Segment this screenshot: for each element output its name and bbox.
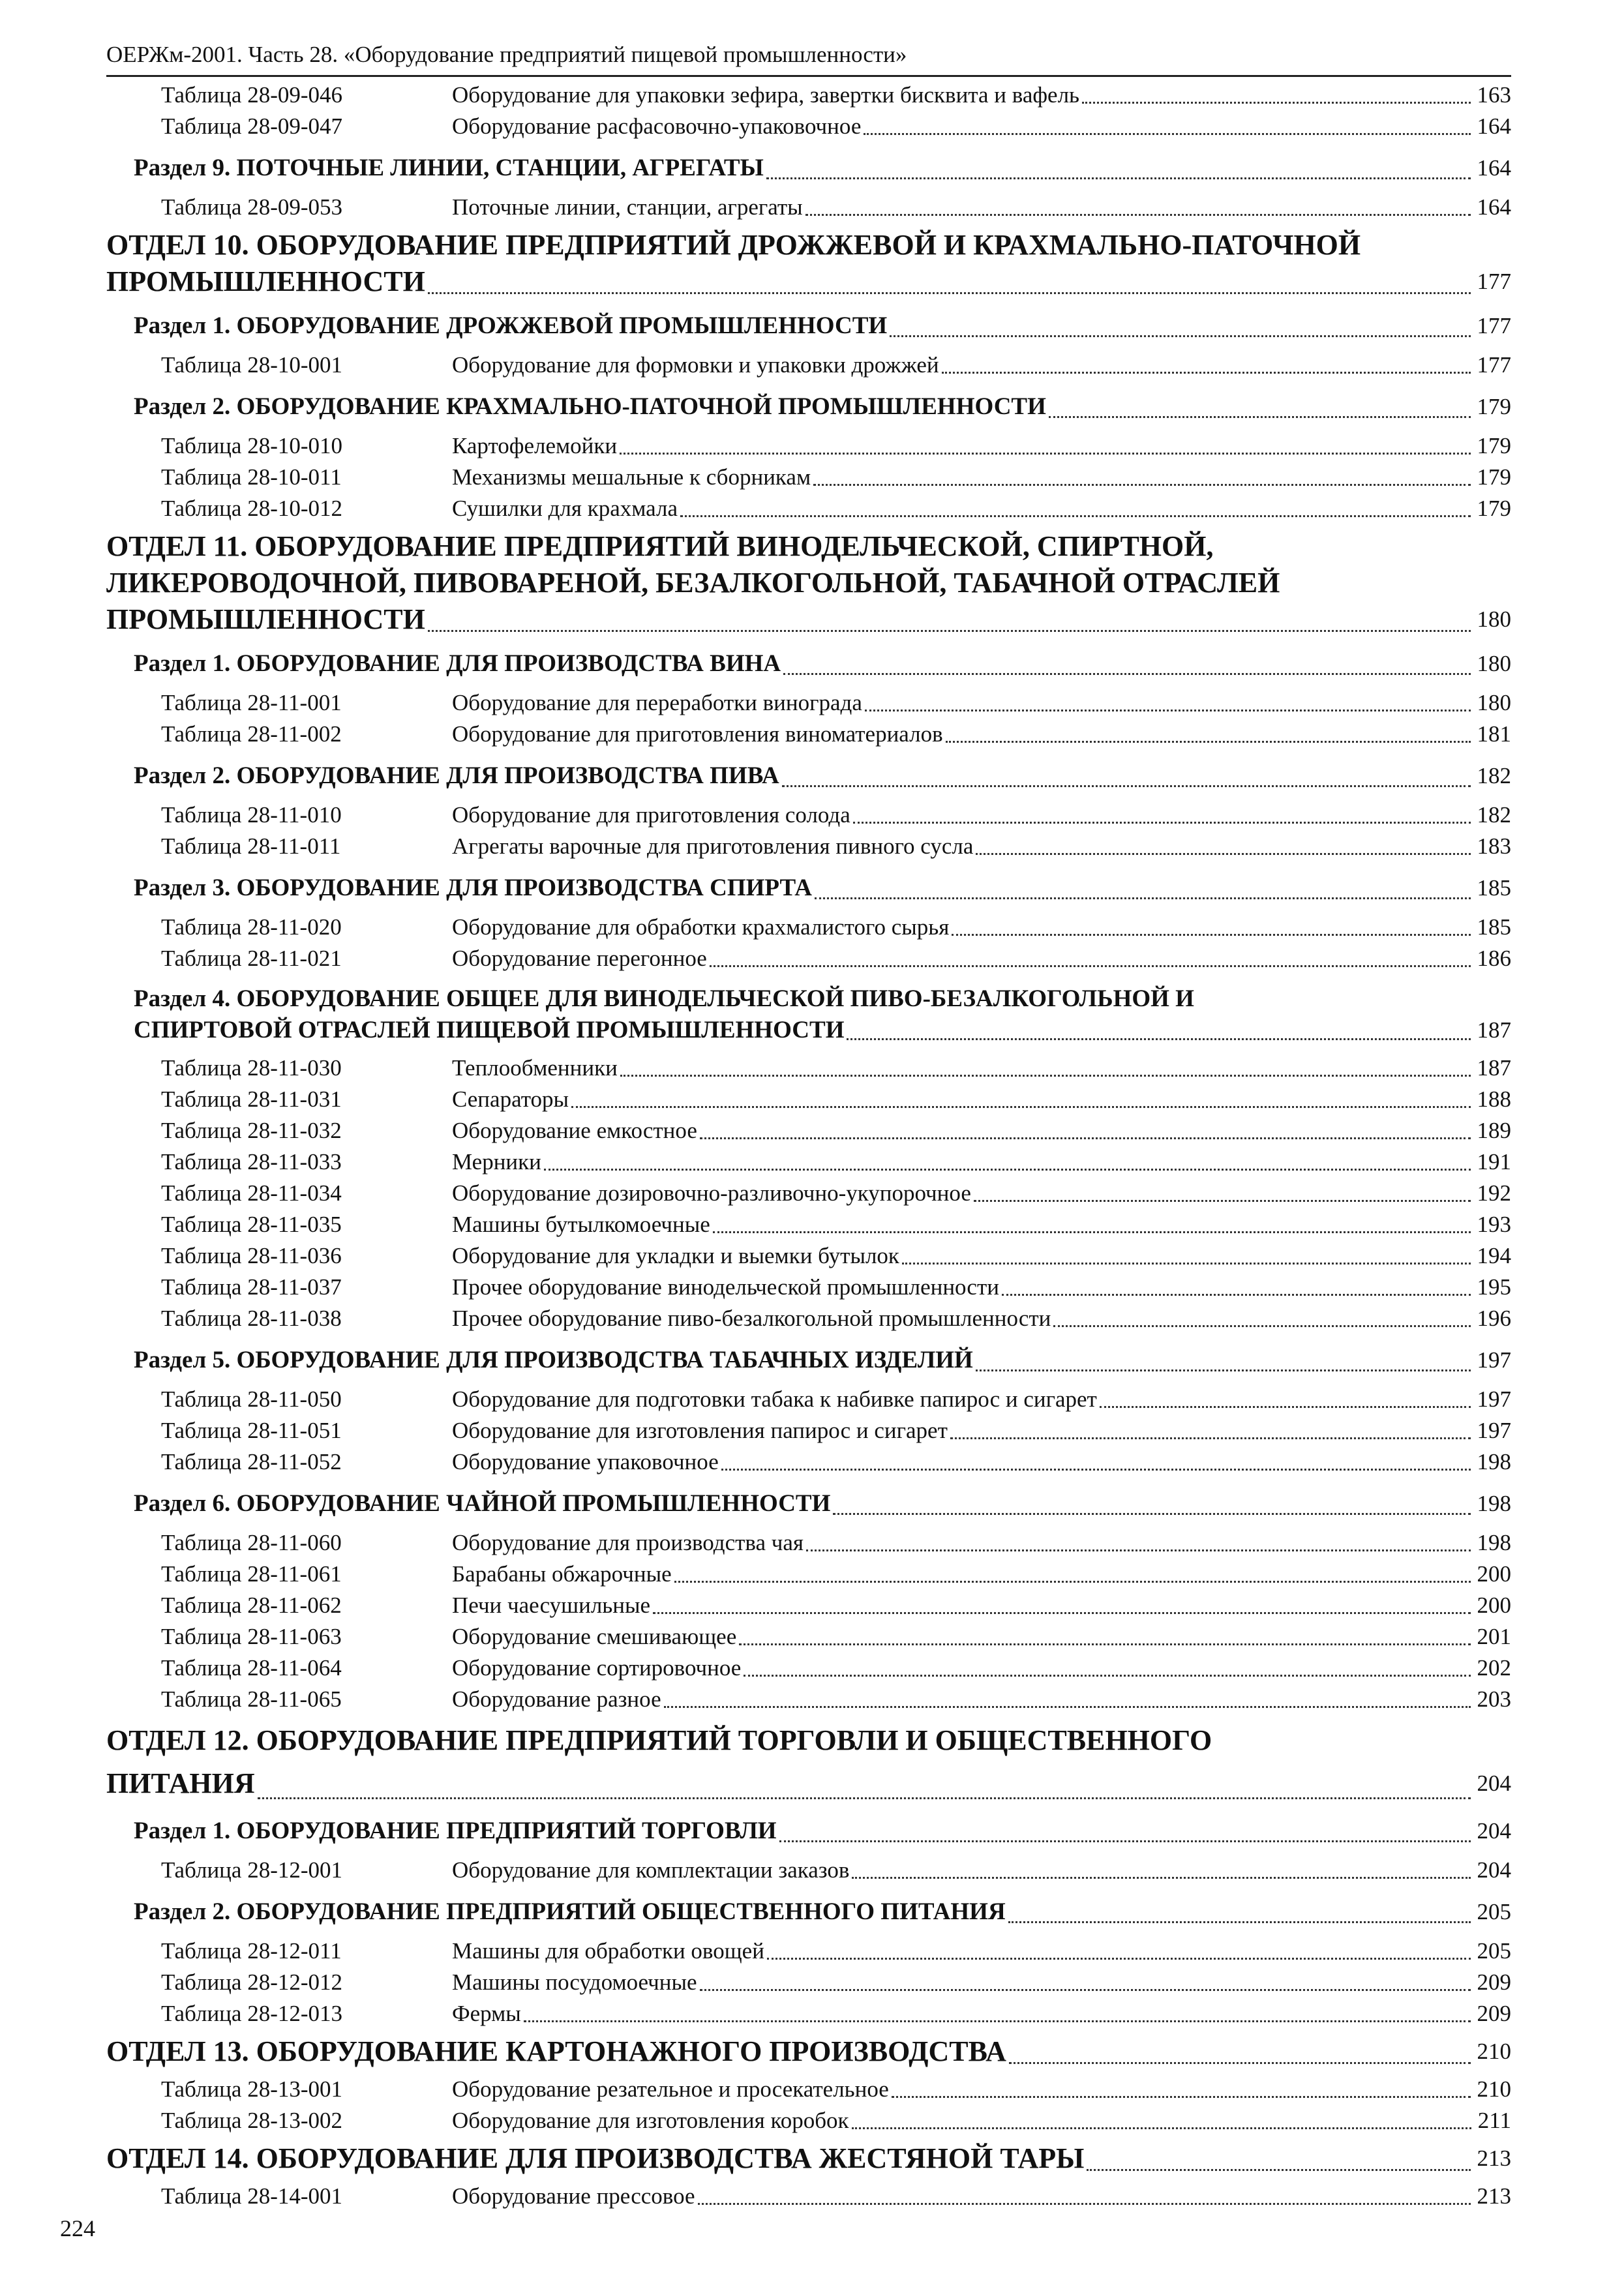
table-title: Прочее оборудование винодельческой промышленности — [452, 1274, 999, 1300]
table-code: Таблица 28-11-021 — [161, 946, 342, 971]
table-code: Таблица 28-10-010 — [161, 433, 343, 458]
dot-leader — [890, 335, 1470, 337]
table-title: Оборудование сортировочное — [452, 1655, 742, 1681]
table-code: Таблица 28-11-001 — [161, 690, 342, 715]
toc-table-entry — [106, 350, 1511, 381]
page-ref: 200 — [1477, 1593, 1511, 1618]
dot-leader — [1049, 415, 1471, 418]
page-ref: 198 — [1477, 1491, 1511, 1516]
table-code: Таблица 28-11-032 — [161, 1118, 342, 1143]
table-title: Оборудование перегонное — [452, 946, 707, 971]
page-ref: 182 — [1477, 763, 1511, 788]
toc-table-entry — [106, 1146, 1511, 1178]
department-title-last-line — [106, 2140, 1511, 2177]
toc-table-entry — [106, 1653, 1511, 1684]
table-title: Мерники — [452, 1149, 541, 1174]
page-ref: 179 — [1477, 496, 1511, 521]
table-code: Таблица 28-11-051 — [161, 1418, 342, 1443]
table-title: Оборудование для переработки винограда — [452, 690, 862, 715]
section-title: Раздел 2. ОБОРУДОВАНИЕ ПРЕДПРИЯТИЙ ОБЩЕСТВЕННОГО ПИТАНИЯ — [134, 1898, 1006, 1925]
toc-section-entry — [106, 1487, 1511, 1521]
toc-table-entry — [106, 831, 1511, 862]
table-title: Машины для обработки овощей — [452, 1938, 764, 1964]
page-ref: 197 — [1477, 1386, 1511, 1412]
dot-leader — [942, 371, 1471, 374]
dot-leader — [864, 132, 1470, 135]
department-title-line: ОТДЕЛ 11. ОБОРУДОВАНИЕ ПРЕДПРИЯТИЙ ВИНОДЕЛЬЧЕСКОЙ, СПИРТНОЙ, — [106, 530, 1214, 562]
dot-leader — [806, 1549, 1471, 1551]
toc-table-entry — [106, 1684, 1511, 1715]
dot-leader — [813, 483, 1470, 486]
table-code: Таблица 28-11-031 — [161, 1086, 342, 1112]
page-ref: 197 — [1477, 1347, 1511, 1373]
toc-department-entry — [106, 2140, 1511, 2177]
page-ref: 185 — [1477, 875, 1511, 901]
department-title-line: ОТДЕЛ 10. ОБОРУДОВАНИЕ ПРЕДПРИЯТИЙ ДРОЖЖЕВОЙ И КРАХМАЛЬНО-ПАТОЧНОЙ — [106, 229, 1361, 261]
table-code: Таблица 28-12-013 — [161, 2001, 343, 2026]
dot-leader — [258, 1797, 1471, 1799]
dot-leader — [1053, 1324, 1470, 1327]
section-title: Раздел 3. ОБОРУДОВАНИЕ ДЛЯ ПРОИЗВОДСТВА СПИРТА — [134, 875, 813, 901]
page-ref: 204 — [1477, 1771, 1511, 1796]
table-title: Оборудование разное — [452, 1686, 661, 1712]
toc-table-entry — [106, 1446, 1511, 1478]
page-ref: 188 — [1477, 1086, 1511, 1112]
page-ref: 205 — [1477, 1899, 1511, 1924]
toc-table-entry — [106, 1209, 1511, 1240]
toc-table-entry — [106, 493, 1511, 524]
table-title: Машины посудомоечные — [452, 1969, 697, 1995]
toc-table-entry — [106, 943, 1511, 974]
dot-leader — [664, 1705, 1471, 1708]
page-ref: 181 — [1477, 721, 1511, 747]
department-title-line: ПРОМЫШЛЕННОСТИ — [106, 265, 425, 297]
table-title: Оборудование расфасовочно-упаковочное — [452, 113, 862, 139]
page-ref: 164 — [1477, 194, 1511, 220]
table-code: Таблица 28-11-010 — [161, 802, 342, 828]
page-ref: 198 — [1477, 1530, 1511, 1555]
table-code: Таблица 28-11-030 — [161, 1055, 342, 1081]
page-ref: 189 — [1477, 1118, 1511, 1143]
page-ref: 210 — [1477, 2039, 1511, 2064]
page-ref: 179 — [1477, 433, 1511, 458]
table-code: Таблица 28-13-001 — [161, 2076, 343, 2102]
page-ref: 211 — [1477, 2108, 1511, 2133]
page-ref: 185 — [1477, 914, 1511, 940]
dot-leader — [805, 213, 1471, 216]
dot-leader — [976, 1369, 1471, 1371]
section-title: Раздел 6. ОБОРУДОВАНИЕ ЧАЙНОЙ ПРОМЫШЛЕННОСТИ — [134, 1490, 831, 1517]
table-code: Таблица 28-11-063 — [161, 1624, 342, 1649]
page-ref: 204 — [1477, 1857, 1511, 1883]
toc-table-entry — [106, 2105, 1511, 2136]
toc-department-entry — [106, 2033, 1511, 2070]
dot-leader — [852, 2127, 1471, 2129]
section-title: Раздел 9. ПОТОЧНЫЕ ЛИНИИ, СТАНЦИИ, АГРЕГАТЫ — [134, 155, 764, 181]
page-ref: 180 — [1477, 606, 1511, 632]
toc-section-entry — [106, 151, 1511, 185]
table-code: Таблица 28-12-012 — [161, 1969, 343, 1995]
page-ref: 180 — [1477, 651, 1511, 676]
toc-section-entry — [106, 983, 1511, 1046]
toc-table-entry — [106, 1240, 1511, 1272]
toc-table-entry — [106, 1855, 1511, 1886]
page-ref: 179 — [1477, 464, 1511, 490]
toc-section-entry — [106, 309, 1511, 343]
dot-leader — [571, 1105, 1470, 1108]
section-title: Раздел 1. ОБОРУДОВАНИЕ ДЛЯ ПРОИЗВОДСТВА ВИНА — [134, 650, 781, 677]
toc-section-entry — [106, 647, 1511, 681]
running-header — [106, 38, 1511, 77]
toc-table-entry — [106, 1415, 1511, 1446]
table-code: Таблица 28-11-035 — [161, 1212, 342, 1237]
page-ref: 177 — [1477, 313, 1511, 338]
page-ref: 187 — [1477, 1055, 1511, 1081]
toc-table-entry — [106, 912, 1511, 943]
section-title-line: СПИРТОВОЙ ОТРАСЛЕЙ ПИЩЕВОЙ ПРОМЫШЛЕННОСТИ — [134, 1017, 845, 1043]
toc-table-entry — [106, 1621, 1511, 1653]
page-ref: 205 — [1477, 1938, 1511, 1964]
table-title: Оборудование для укладки и выемки бутылок — [452, 1243, 899, 1268]
table-title: Оборудование резательное и просекательное — [452, 2076, 889, 2102]
page-ref: 163 — [1477, 82, 1511, 108]
toc-table-entry — [106, 1115, 1511, 1146]
toc-table-entry — [106, 719, 1511, 750]
section-title: Раздел 2. ОБОРУДОВАНИЕ ДЛЯ ПРОИЗВОДСТВА ПИВА — [134, 762, 779, 789]
table-code: Таблица 28-11-052 — [161, 1449, 342, 1474]
table-code: Таблица 28-11-065 — [161, 1686, 342, 1712]
table-code: Таблица 28-09-046 — [161, 82, 343, 108]
section-title-last-line — [134, 1015, 1511, 1046]
dot-leader — [853, 821, 1471, 824]
dot-leader — [847, 1038, 1470, 1040]
dot-leader — [1087, 2168, 1470, 2171]
dot-leader — [721, 1468, 1471, 1471]
table-title: Оборудование для производства чая — [452, 1530, 804, 1555]
dot-leader — [710, 965, 1471, 967]
toc-table-entry — [106, 1936, 1511, 1967]
dot-leader — [766, 177, 1471, 179]
department-title-last-line — [106, 263, 1511, 300]
department-title-line: ОТДЕЛ 14. ОБОРУДОВАНИЕ ДЛЯ ПРОИЗВОДСТВА ЖЕСТЯНОЙ ТАРЫ — [106, 2142, 1085, 2174]
dot-leader — [700, 1988, 1471, 1991]
table-title: Оборудование для упаковки зефира, завертки бисквита и вафель — [452, 82, 1080, 108]
toc-section-entry — [106, 1895, 1511, 1929]
section-title: Раздел 2. ОБОРУДОВАНИЕ КРАХМАЛЬНО-ПАТОЧНОЙ ПРОМЫШЛЕННОСТИ — [134, 393, 1046, 420]
table-title: Оборудование прессовое — [452, 2183, 695, 2209]
table-code: Таблица 28-11-020 — [161, 914, 342, 940]
page-ref: 209 — [1477, 2001, 1511, 2026]
table-title: Оборудование емкостное — [452, 1118, 697, 1143]
dot-leader — [976, 852, 1470, 855]
page-ref: 183 — [1477, 833, 1511, 859]
dot-leader — [946, 740, 1471, 743]
toc-table-entry — [106, 1967, 1511, 1998]
department-title-last-line — [106, 2033, 1511, 2070]
section-title: Раздел 1. ОБОРУДОВАНИЕ ПРЕДПРИЯТИЙ ТОРГОВЛИ — [134, 1818, 777, 1844]
page-ref: 193 — [1477, 1212, 1511, 1237]
table-title: Печи чаесушильные — [452, 1593, 651, 1618]
dot-leader — [782, 785, 1471, 787]
toc-table-entry — [106, 1590, 1511, 1621]
table-title: Теплообменники — [452, 1055, 618, 1081]
toc-table-entry — [106, 2074, 1511, 2105]
toc-table-entry — [106, 1384, 1511, 1415]
page-ref: 197 — [1477, 1418, 1511, 1443]
table-code: Таблица 28-12-011 — [161, 1938, 342, 1964]
department-title-line: ПИТАНИЯ — [106, 1767, 255, 1799]
table-code: Таблица 28-11-034 — [161, 1180, 342, 1206]
toc-table-entry — [106, 800, 1511, 831]
section-title-line: Раздел 4. ОБОРУДОВАНИЕ ОБЩЕЕ ДЛЯ ВИНОДЕЛЬЧЕСКОЙ ПИВО-БЕЗАЛКОГОЛЬНОЙ И — [134, 985, 1194, 1012]
page-ref: 164 — [1477, 113, 1511, 139]
dot-leader — [428, 292, 1471, 294]
department-title-last-line — [106, 601, 1511, 638]
page-ref: 195 — [1477, 1274, 1511, 1300]
toc-table-entry — [106, 687, 1511, 719]
toc-table-entry — [106, 1559, 1511, 1590]
dot-leader — [739, 1643, 1470, 1645]
page-ref: 192 — [1477, 1180, 1511, 1206]
page-ref: 187 — [1477, 1017, 1511, 1043]
dot-leader — [974, 1199, 1471, 1202]
table-code: Таблица 28-09-047 — [161, 113, 343, 139]
table-title: Оборудование дозировочно-разливочно-укупорочное — [452, 1180, 971, 1206]
toc-table-entry — [106, 430, 1511, 462]
table-title: Машины бутылкомоечные — [452, 1212, 710, 1237]
dot-leader — [674, 1580, 1471, 1583]
table-title: Оборудование для подготовки табака к набивке папирос и сигарет — [452, 1386, 1097, 1412]
table-code: Таблица 28-11-062 — [161, 1593, 342, 1618]
department-title-line: ОТДЕЛ 12. ОБОРУДОВАНИЕ ПРЕДПРИЯТИЙ ТОРГОВЛИ И ОБЩЕСТВЕННОГО — [106, 1724, 1212, 1756]
page-ref: 213 — [1477, 2146, 1511, 2171]
table-code: Таблица 28-11-002 — [161, 721, 342, 747]
table-title: Сепараторы — [452, 1086, 569, 1112]
dot-leader — [815, 897, 1470, 899]
table-code: Таблица 28-11-037 — [161, 1274, 342, 1300]
toc-table-entry — [106, 1178, 1511, 1209]
table-title: Агрегаты варочные для приготовления пивного сусла — [452, 833, 974, 859]
table-code: Таблица 28-10-001 — [161, 352, 343, 378]
toc-department-entry — [106, 528, 1511, 638]
dot-leader — [524, 2020, 1471, 2022]
table-code: Таблица 28-11-061 — [161, 1561, 342, 1587]
toc-table-entry — [106, 80, 1511, 111]
toc-table-entry — [106, 2181, 1511, 2212]
dot-leader — [620, 452, 1470, 455]
table-code: Таблица 28-09-053 — [161, 194, 343, 220]
toc-section-entry — [106, 390, 1511, 424]
table-title: Оборудование для приготовления виноматериалов — [452, 721, 943, 747]
department-title-last-line — [106, 1762, 1511, 1805]
page-ref: 177 — [1477, 352, 1511, 378]
table-of-contents — [106, 80, 1511, 2212]
page-ref: 182 — [1477, 802, 1511, 828]
department-title-line: ЛИКЕРОВОДОЧНОЙ, ПИВОВАРЕНОЙ, БЕЗАЛКОГОЛЬНОЙ, ТАБАЧНОЙ ОТРАСЛЕЙ — [106, 567, 1280, 599]
dot-leader — [620, 1074, 1471, 1077]
table-code: Таблица 28-10-012 — [161, 496, 343, 521]
toc-table-entry — [106, 1998, 1511, 2029]
toc-table-entry — [106, 462, 1511, 493]
dot-leader — [892, 2095, 1471, 2098]
dot-leader — [767, 1957, 1471, 1960]
table-title: Оборудование для изготовления коробок — [452, 2108, 849, 2133]
table-title: Прочее оборудование пиво-безалкогольной промышленности — [452, 1306, 1051, 1331]
table-title: Оборудование для приготовления солода — [452, 802, 850, 828]
page-ref: 203 — [1477, 1686, 1511, 1712]
dot-leader — [1009, 2061, 1471, 2064]
dot-leader — [1100, 1405, 1471, 1408]
toc-table-entry — [106, 1084, 1511, 1115]
table-title: Сушилки для крахмала — [452, 496, 678, 521]
table-code: Таблица 28-14-001 — [161, 2183, 343, 2209]
table-code: Таблица 28-13-002 — [161, 2108, 343, 2133]
table-code: Таблица 28-11-036 — [161, 1243, 342, 1268]
table-code: Таблица 28-11-064 — [161, 1655, 342, 1681]
dot-leader — [653, 1611, 1470, 1614]
dot-leader — [700, 1137, 1471, 1139]
table-title: Барабаны обжарочные — [452, 1561, 672, 1587]
table-title: Оборудование для обработки крахмалистого сырья — [452, 914, 950, 940]
page-ref: 200 — [1477, 1561, 1511, 1587]
dot-leader — [865, 709, 1471, 711]
dot-leader — [833, 1512, 1470, 1515]
dot-leader — [950, 1437, 1471, 1439]
department-title-line: ОТДЕЛ 13. ОБОРУДОВАНИЕ КАРТОНАЖНОГО ПРОИЗВОДСТВА — [106, 2035, 1006, 2067]
toc-table-entry — [106, 1272, 1511, 1303]
dot-leader — [779, 1840, 1471, 1842]
table-title: Оборудование для комплектации заказов — [452, 1857, 850, 1883]
dot-leader — [744, 1674, 1470, 1677]
dot-leader — [713, 1231, 1471, 1233]
toc-section-entry — [106, 871, 1511, 905]
dot-leader — [1082, 101, 1470, 104]
page-ref: 202 — [1477, 1655, 1511, 1681]
toc-section-entry — [106, 759, 1511, 793]
toc-department-entry — [106, 227, 1511, 300]
dot-leader — [1002, 1293, 1471, 1296]
dot-leader — [1008, 1921, 1471, 1923]
page-ref: 194 — [1477, 1243, 1511, 1268]
table-code: Таблица 28-11-011 — [161, 833, 341, 859]
table-title: Оборудование смешивающее — [452, 1624, 737, 1649]
table-title: Оборудование для изготовления папирос и сигарет — [452, 1418, 948, 1443]
page-ref: 204 — [1477, 1818, 1511, 1844]
page-ref: 180 — [1477, 690, 1511, 715]
dot-leader — [698, 2202, 1471, 2205]
table-code: Таблица 28-12-001 — [161, 1857, 343, 1883]
dot-leader — [852, 1876, 1470, 1879]
table-code: Таблица 28-11-038 — [161, 1306, 342, 1331]
toc-table-entry — [106, 111, 1511, 142]
toc-table-entry — [106, 1053, 1511, 1084]
dot-leader — [902, 1262, 1471, 1264]
table-title: Оборудование для формовки и упаковки дрожжей — [452, 352, 939, 378]
dot-leader — [428, 629, 1471, 632]
table-title: Картофелемойки — [452, 433, 618, 458]
header-title: ОЕРЖм-2001. Часть 28. «Оборудование предприятий пищевой промышленности» — [106, 42, 907, 67]
toc-section-entry — [106, 1343, 1511, 1377]
table-code: Таблица 28-11-050 — [161, 1386, 342, 1412]
page-number: 224 — [60, 2215, 95, 2241]
department-title-line: ПРОМЫШЛЕННОСТИ — [106, 603, 425, 635]
dot-leader — [783, 672, 1470, 675]
toc-department-entry — [106, 1719, 1511, 1805]
dot-leader — [544, 1168, 1471, 1171]
dot-leader — [680, 515, 1470, 517]
table-title: Оборудование упаковочное — [452, 1449, 719, 1474]
page-ref: 186 — [1477, 946, 1511, 971]
table-code: Таблица 28-11-060 — [161, 1530, 342, 1555]
page-ref: 196 — [1477, 1306, 1511, 1331]
table-title: Поточные линии, станции, агрегаты — [452, 194, 803, 220]
toc-table-entry — [106, 1303, 1511, 1334]
page-ref: 209 — [1477, 1969, 1511, 1995]
toc-table-entry — [106, 192, 1511, 223]
page-ref: 198 — [1477, 1449, 1511, 1474]
page-ref: 179 — [1477, 394, 1511, 419]
section-title: Раздел 1. ОБОРУДОВАНИЕ ДРОЖЖЕВОЙ ПРОМЫШЛЕННОСТИ — [134, 312, 888, 339]
table-title: Фермы — [452, 2001, 521, 2026]
page-ref: 213 — [1477, 2183, 1511, 2209]
table-code: Таблица 28-10-011 — [161, 464, 342, 490]
page-ref: 201 — [1477, 1624, 1511, 1649]
section-title: Раздел 5. ОБОРУДОВАНИЕ ДЛЯ ПРОИЗВОДСТВА ТАБАЧНЫХ ИЗДЕЛИЙ — [134, 1347, 973, 1373]
table-title: Механизмы мешальные к сборникам — [452, 464, 811, 490]
toc-section-entry — [106, 1814, 1511, 1848]
dot-leader — [952, 933, 1470, 936]
page-ref: 191 — [1477, 1149, 1511, 1174]
page-ref: 164 — [1477, 155, 1511, 181]
toc-table-entry — [106, 1527, 1511, 1559]
page-ref: 210 — [1477, 2076, 1511, 2102]
table-code: Таблица 28-11-033 — [161, 1149, 342, 1174]
page-ref: 177 — [1477, 269, 1511, 294]
